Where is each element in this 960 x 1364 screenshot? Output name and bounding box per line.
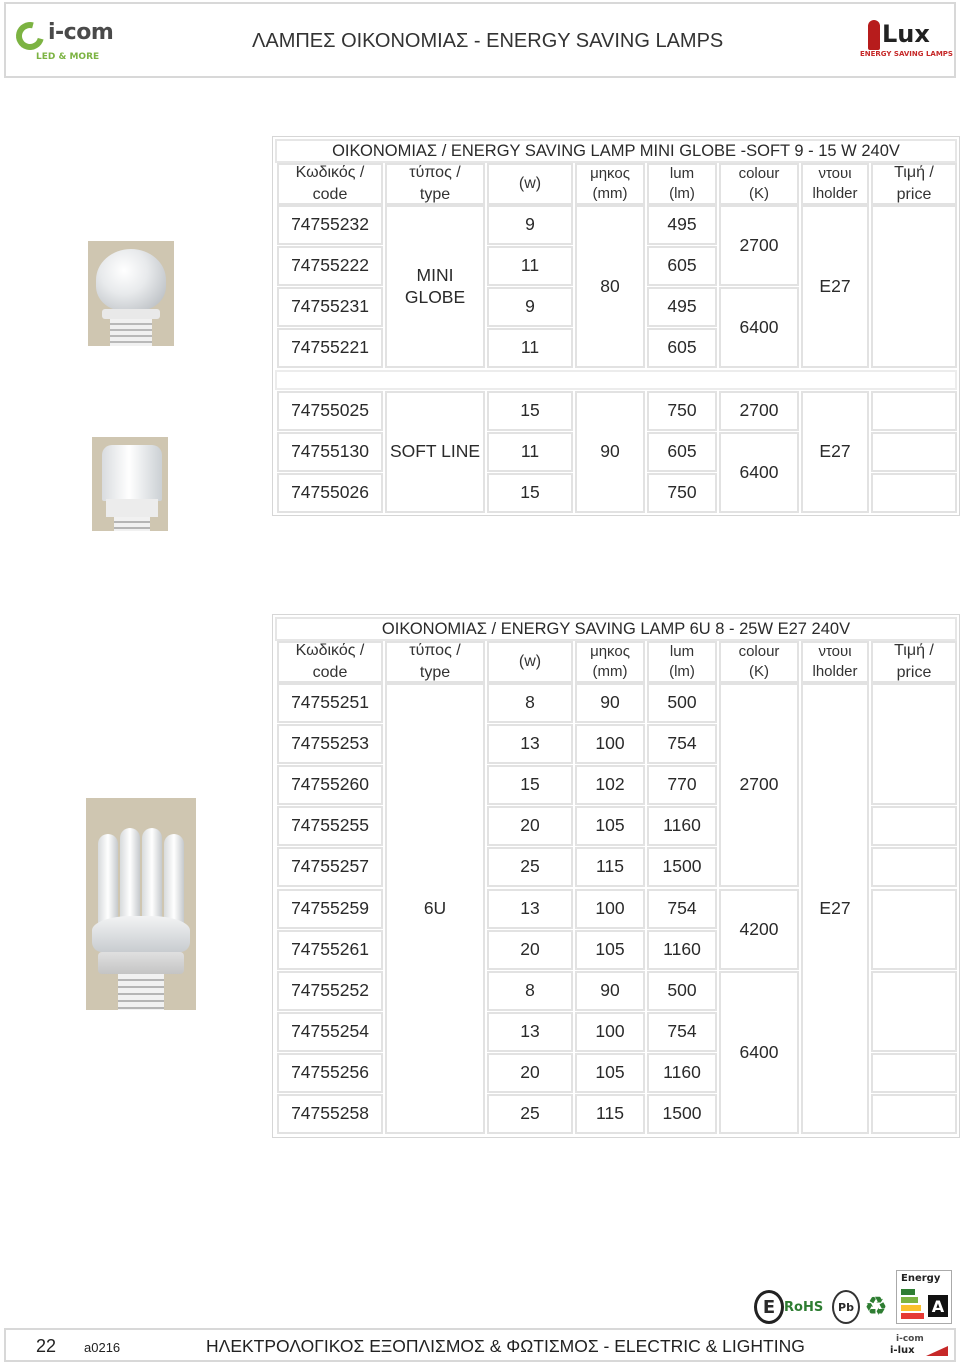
header-type [385,641,485,683]
lum-cell: 1160 [647,1053,717,1093]
rohs-icon: RoHS [784,1299,824,1315]
header-code [277,163,383,205]
energy-label-icon [896,1270,952,1324]
header-colour [719,163,799,205]
type-cell-6u: 6U [385,683,485,1134]
header-holder-unit: lholder [812,185,858,202]
colour-cell: 6400 [719,287,799,368]
table-row-code: 74755259 [277,889,383,929]
watt-cell: 11 [487,246,573,286]
footer-logo [886,1334,950,1358]
colour-cell: 6400 [719,432,799,513]
header-length-unit: (mm) [592,663,628,680]
header-length-top: μηκος [590,164,630,182]
lum-cell: 1160 [647,930,717,970]
footer-text: ΗΛΕΚΤΡΟΛΟΓΙΚΟΣ ΕΞΟΠΛΙΣΜΟΣ & ΦΩΤΙΣΜΟΣ - ELECTRIC & LIGHTING [206,1336,805,1356]
table-row-code: 74755254 [277,1012,383,1052]
header-price-en: price [896,664,932,681]
table-row-code: 74755258 [277,1094,383,1134]
price-cell [871,683,957,805]
lum-cell: 495 [647,287,717,327]
length-cell: 115 [575,847,645,887]
colour-cell: 2700 [719,205,799,286]
lum-cell: 1160 [647,806,717,846]
length-cell: 105 [575,930,645,970]
ilux-mark-icon [868,20,880,50]
length-cell: 102 [575,765,645,805]
page-header [4,2,956,78]
header-lum-unit: (lm) [669,185,695,202]
header-type-gr: τύπος / [409,642,461,660]
type-cell-soft-line: SOFT LINE [385,391,485,513]
header-holder-top: ντουι [818,164,852,182]
length-cell: 105 [575,1053,645,1093]
watt-cell: 25 [487,1094,573,1134]
table-row-code: 74755026 [277,473,383,513]
table-row-code: 74755252 [277,971,383,1011]
watt-cell: 20 [487,1053,573,1093]
watt-cell: 11 [487,432,573,472]
price-cell [871,1053,957,1093]
length-cell: 80 [575,205,645,368]
footer-logo-bottom: i-lux [890,1345,915,1356]
lum-cell: 605 [647,246,717,286]
header-length-top: μηκος [590,642,630,660]
header-watt: (w) [487,641,573,683]
watt-cell: 15 [487,765,573,805]
watt-cell: 15 [487,391,573,431]
table2-title: ΟΙΚΟΝΟΜΙΑΣ / ENERGY SAVING LAMP 6U 8 - 25W E27 240V [275,617,957,641]
lum-cell: 1500 [647,1094,717,1134]
length-cell: 115 [575,1094,645,1134]
table-row-code: 74755255 [277,806,383,846]
icom-ring-icon [11,17,49,55]
header-price [871,163,957,205]
6u-lamp-table [272,614,960,1138]
colour-cell: 2700 [719,683,799,887]
lum-cell: 754 [647,724,717,764]
price-cell [871,432,957,472]
header-lum-top: lum [669,164,695,182]
watt-cell: 15 [487,473,573,513]
type-globe: GLOBE [404,286,466,307]
e-mark-icon: E [754,1290,784,1324]
price-cell [871,473,957,513]
lum-cell: 495 [647,205,717,245]
ilux-logo-sub: ENERGY SAVING LAMPS [860,50,953,58]
colour-cell: 2700 [719,391,799,431]
price-cell [871,971,957,1052]
header-code-en: code [312,186,348,203]
header-colour-top: colour [738,642,780,660]
header-colour-unit: (K) [749,185,769,202]
table-row-code: 74755257 [277,847,383,887]
icom-logo-sub: LED & MORE [36,52,100,62]
price-cell [871,1094,957,1134]
header-code [277,641,383,683]
length-cell: 100 [575,889,645,929]
6u-lamp-photo [86,798,196,1010]
page-title: ΛΑΜΠΕΣ ΟΙΚΟΝΟΜΙΑΣ - ENERGY SAVING LAMPS [252,30,724,52]
header-code-gr: Κωδικός / [295,642,365,660]
table-row-code: 74755261 [277,930,383,970]
header-holder [801,163,869,205]
table-row-code: 74755130 [277,432,383,472]
header-price-gr: Τιμή / [894,164,934,182]
header-type-gr: τύπος / [409,164,461,182]
ilux-logo [860,18,952,62]
header-length-unit: (mm) [592,185,628,202]
table-row-code: 74755025 [277,391,383,431]
length-cell: 90 [575,971,645,1011]
header-type-en: type [419,186,451,203]
header-price [871,641,957,683]
lum-cell: 500 [647,971,717,1011]
price-cell [871,847,957,887]
header-length [575,641,645,683]
length-cell: 100 [575,724,645,764]
page-footer [4,1328,956,1362]
watt-cell: 9 [487,205,573,245]
type-cell-mini-globe [385,205,485,368]
header-type-en: type [419,664,451,681]
colour-cell: 4200 [719,889,799,970]
header-lum [647,641,717,683]
lum-cell: 770 [647,765,717,805]
header-lum [647,163,717,205]
header-holder-unit: lholder [812,663,858,680]
icom-logo-text: i-com [48,20,114,45]
energy-label-title: Energy [901,1273,941,1284]
header-type [385,163,485,205]
lum-cell: 754 [647,889,717,929]
header-length [575,163,645,205]
price-cell [871,205,957,368]
header-colour-unit: (K) [749,663,769,680]
header-lum-unit: (lm) [669,663,695,680]
watt-cell: 9 [487,287,573,327]
header-watt: (w) [487,163,573,205]
table-row-code: 74755256 [277,1053,383,1093]
table-row-code: 74755260 [277,765,383,805]
holder-cell: E27 [801,683,869,1134]
length-cell: 90 [575,683,645,723]
watt-cell: 25 [487,847,573,887]
header-colour-top: colour [738,164,780,182]
table-row-code: 74755253 [277,724,383,764]
header-price-gr: Τιμή / [894,642,934,660]
header-colour [719,641,799,683]
holder-cell: E27 [801,391,869,513]
watt-cell: 13 [487,724,573,764]
soft-line-lamp-photo [92,437,168,531]
page-code: a0216 [84,1340,121,1355]
mini-globe-lamp-photo [88,241,174,346]
price-cell [871,391,957,431]
table-row-code: 74755232 [277,205,383,245]
recycle-icon: ♻ [864,1292,888,1322]
table-spacer-row [275,370,957,390]
header-price-en: price [896,186,932,203]
length-cell: 90 [575,391,645,513]
lum-cell: 750 [647,391,717,431]
header-holder [801,641,869,683]
watt-cell: 8 [487,683,573,723]
lum-cell: 750 [647,473,717,513]
type-mini: MINI [416,264,454,285]
table-row-code: 74755222 [277,246,383,286]
lum-cell: 754 [647,1012,717,1052]
ilux-logo-text: Lux [882,20,930,48]
header-holder-top: ντουι [818,642,852,660]
icom-logo [14,18,124,68]
lum-cell: 605 [647,328,717,368]
table1-title: ΟΙΚΟΝΟΜΙΑΣ / ENERGY SAVING LAMP MINI GLOBE -SOFT 9 - 15 W 240V [275,139,957,163]
length-cell: 105 [575,806,645,846]
holder-cell: E27 [801,205,869,368]
length-cell: 100 [575,1012,645,1052]
watt-cell: 20 [487,806,573,846]
price-cell [871,806,957,846]
mini-globe-soft-table [272,136,960,516]
header-lum-top: lum [669,642,695,660]
colour-cell: 6400 [719,971,799,1134]
price-cell [871,889,957,970]
page-number: 22 [36,1336,57,1356]
header-code-gr: Κωδικός / [295,164,365,182]
energy-class: A [928,1295,948,1317]
watt-cell: 20 [487,930,573,970]
lum-cell: 605 [647,432,717,472]
watt-cell: 13 [487,1012,573,1052]
watt-cell: 13 [487,889,573,929]
lum-cell: 500 [647,683,717,723]
header-code-en: code [312,664,348,681]
table-row-code: 74755231 [277,287,383,327]
footer-logo-top: i-com [896,1334,924,1344]
watt-cell: 11 [487,328,573,368]
pb-free-icon: Pb [832,1290,860,1324]
lum-cell: 1500 [647,847,717,887]
table-row-code: 74755251 [277,683,383,723]
table-row-code: 74755221 [277,328,383,368]
watt-cell: 8 [487,971,573,1011]
